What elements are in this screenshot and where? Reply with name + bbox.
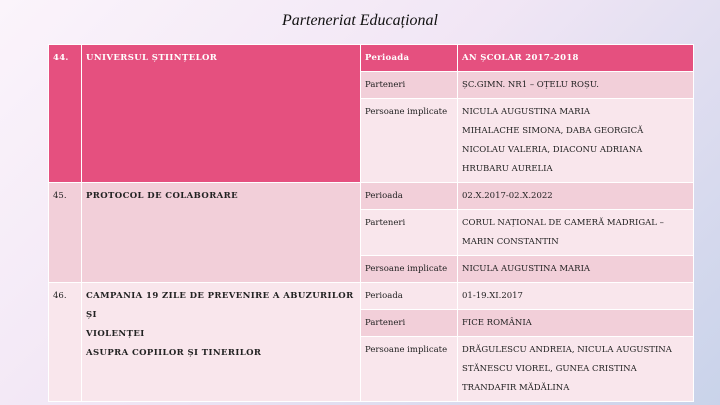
row-number: 44. bbox=[49, 45, 82, 183]
row-number: 45. bbox=[49, 183, 82, 283]
detail-value-line: NICULA AUGUSTINA MARIA bbox=[462, 107, 591, 117]
detail-value-line: AN ȘCOLAR 2017-2018 bbox=[462, 53, 579, 63]
row-number: 46. bbox=[49, 283, 82, 402]
detail-label: Parteneri bbox=[361, 72, 458, 99]
detail-value bbox=[458, 72, 694, 99]
table-row bbox=[49, 283, 694, 310]
detail-label: Perioada bbox=[361, 183, 458, 210]
project-name bbox=[82, 183, 361, 283]
detail-value-line: FICE ROMÂNIA bbox=[462, 318, 532, 328]
project-name-line: PROTOCOL DE COLABORARE bbox=[86, 191, 238, 201]
detail-value-line: MIHALACHE SIMONA, DABA GEORGICĂ bbox=[462, 126, 644, 136]
detail-label: Perioada bbox=[361, 45, 458, 72]
detail-label: Perioada bbox=[361, 283, 458, 310]
page-title: Parteneriat Educațional bbox=[282, 12, 438, 29]
detail-value-line: CORUL NAȚIONAL DE CAMERĂ MADRIGAL – bbox=[462, 218, 664, 228]
project-name-line: UNIVERSUL ȘTIINȚELOR bbox=[86, 53, 218, 63]
detail-label: Persoane implicate bbox=[361, 256, 458, 283]
detail-label: Parteneri bbox=[361, 310, 458, 337]
detail-value-line: 01-19.XI.2017 bbox=[462, 291, 523, 301]
detail-label: Persoane implicate bbox=[361, 337, 458, 402]
detail-value-line: NICOLAU VALERIA, DIACONU ADRIANA bbox=[462, 145, 643, 155]
detail-value bbox=[458, 283, 694, 310]
project-name-line: CAMPANIA 19 ZILE DE PREVENIRE A ABUZURILOR ȘI bbox=[86, 291, 354, 320]
table-row bbox=[49, 183, 694, 210]
project-name bbox=[82, 283, 361, 402]
detail-value bbox=[458, 45, 694, 72]
partnership-table bbox=[48, 44, 694, 402]
project-name-line: VIOLENȚEI bbox=[86, 329, 145, 339]
detail-value bbox=[458, 210, 694, 256]
detail-value-line: DRĂGULESCU ANDREIA, NICULA AUGUSTINA bbox=[462, 345, 672, 355]
detail-value-line: ȘC.GIMN. NR1 – OȚELU ROȘU. bbox=[462, 80, 599, 90]
table-row bbox=[49, 45, 694, 72]
detail-value-line: MARIN CONSTANTIN bbox=[462, 237, 559, 247]
project-name-line: ASUPRA COPIILOR ȘI TINERILOR bbox=[86, 348, 262, 358]
detail-value bbox=[458, 256, 694, 283]
detail-value-line: 02.X.2017-02.X.2022 bbox=[462, 191, 553, 201]
detail-label: Persoane implicate bbox=[361, 99, 458, 183]
detail-value-line: STĂNESCU VIOREL, GUNEA CRISTINA bbox=[462, 364, 637, 374]
detail-value-line: HRUBARU AURELIA bbox=[462, 164, 553, 174]
detail-value bbox=[458, 337, 694, 402]
project-name bbox=[82, 45, 361, 183]
detail-value bbox=[458, 183, 694, 210]
detail-value bbox=[458, 310, 694, 337]
detail-value bbox=[458, 99, 694, 183]
detail-label: Parteneri bbox=[361, 210, 458, 256]
detail-value-line: TRANDAFIR MĂDĂLINA bbox=[462, 383, 570, 393]
detail-value-line: NICULA AUGUSTINA MARIA bbox=[462, 264, 591, 274]
